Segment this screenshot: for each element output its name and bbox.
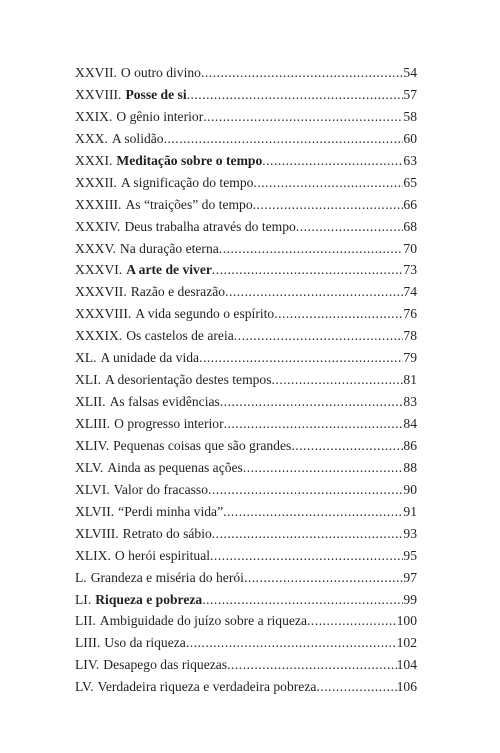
page-number: 73 xyxy=(403,262,417,278)
chapter-title: A arte de viver xyxy=(126,262,212,278)
chapter-title: Posse de si xyxy=(125,86,187,102)
toc-entry xyxy=(75,391,417,413)
toc-entry xyxy=(75,435,417,457)
page-number: 91 xyxy=(403,503,417,519)
toc-entry xyxy=(75,413,417,435)
toc-entry xyxy=(75,259,417,281)
chapter-numeral: XXXVI. xyxy=(75,262,123,278)
page-number: 70 xyxy=(403,240,417,256)
chapter-title: Riqueza e pobreza xyxy=(95,591,203,607)
chapter-title: A significação do tempo xyxy=(120,174,254,190)
chapter-title: O outro divino xyxy=(120,65,201,80)
chapter-title: Valor do fracasso xyxy=(113,481,208,497)
page-number: 66 xyxy=(403,196,417,212)
chapter-title: As falsas evidências xyxy=(109,394,220,410)
page-number: 79 xyxy=(403,350,417,366)
chapter-numeral: XXIX. xyxy=(75,108,113,124)
chapter-numeral: XXXVIII. xyxy=(75,306,132,322)
toc-entry xyxy=(75,676,417,698)
page-number: 95 xyxy=(403,547,417,563)
dot-leader xyxy=(262,150,403,172)
toc-entry xyxy=(75,457,417,479)
toc-entry xyxy=(75,128,417,150)
page-number: 54 xyxy=(403,65,417,80)
chapter-numeral: XL. xyxy=(75,350,97,366)
page-number: 83 xyxy=(403,394,417,410)
page-number: 90 xyxy=(403,481,417,497)
dot-leader xyxy=(227,654,397,676)
dot-leader xyxy=(244,567,403,589)
toc-entry xyxy=(75,303,417,325)
table-of-contents xyxy=(75,62,417,698)
toc-entry xyxy=(75,610,417,632)
toc-entry xyxy=(75,632,417,654)
chapter-title: O gênio interior xyxy=(116,108,204,124)
dot-leader xyxy=(186,632,397,654)
toc-entry xyxy=(75,325,417,347)
chapter-title: “Perdi minha vida” xyxy=(118,503,224,519)
dot-leader xyxy=(253,194,404,216)
chapter-title: Retrato do sábio xyxy=(122,525,212,541)
toc-entry xyxy=(75,172,417,194)
toc-entry xyxy=(75,347,417,369)
chapter-title: Ainda as pequenas ações xyxy=(107,459,243,475)
dot-leader xyxy=(199,347,403,369)
chapter-title: A unidade da vida xyxy=(100,350,200,366)
dot-leader xyxy=(307,610,397,632)
page-number: 58 xyxy=(403,108,417,124)
chapter-title: A desorientação destes tempos xyxy=(105,372,272,388)
page-number: 88 xyxy=(403,459,417,475)
toc-entry xyxy=(75,479,417,501)
dot-leader xyxy=(225,281,403,303)
toc-entry xyxy=(75,589,417,611)
chapter-title: O herói espiritual xyxy=(114,547,211,563)
page-number: 63 xyxy=(403,152,417,168)
page-number: 106 xyxy=(396,679,417,695)
dot-leader xyxy=(203,106,403,128)
toc-entry xyxy=(75,84,417,106)
chapter-numeral: LI. xyxy=(75,591,92,607)
dot-leader xyxy=(223,501,403,523)
dot-leader xyxy=(253,172,403,194)
dot-leader xyxy=(212,523,404,545)
chapter-numeral: XXVIII. xyxy=(75,86,122,102)
dot-leader xyxy=(210,545,403,567)
page-number: 93 xyxy=(403,525,417,541)
chapter-numeral: LV. xyxy=(75,679,94,695)
page-number: 68 xyxy=(403,218,417,234)
chapter-title: Razão e desrazão xyxy=(130,284,226,300)
chapter-numeral: XXVII. xyxy=(75,65,117,80)
dot-leader xyxy=(202,589,403,611)
dot-leader xyxy=(291,435,403,457)
chapter-title: Na duração eterna xyxy=(119,240,219,256)
chapter-numeral: LII. xyxy=(75,613,96,629)
page-number: 81 xyxy=(403,372,417,388)
chapter-numeral: XXXII. xyxy=(75,174,117,190)
chapter-numeral: XLIX. xyxy=(75,547,111,563)
chapter-title: As “traições” do tempo xyxy=(125,196,253,212)
dot-leader xyxy=(164,128,404,150)
chapter-title: Desapego das riquezas xyxy=(103,657,228,673)
page-number: 60 xyxy=(403,130,417,146)
chapter-title: Verdadeira riqueza e verdadeira pobreza xyxy=(97,679,317,695)
dot-leader xyxy=(201,62,403,84)
toc-entry xyxy=(75,654,417,676)
page-number: 84 xyxy=(403,416,417,431)
dot-leader xyxy=(187,84,404,106)
page-number: 97 xyxy=(403,569,417,585)
page-number: 99 xyxy=(403,591,417,607)
page-number: 86 xyxy=(403,437,417,453)
chapter-numeral: L. xyxy=(75,569,87,585)
toc-entry xyxy=(75,545,417,567)
toc-entry xyxy=(75,216,417,238)
page-number: 76 xyxy=(403,306,417,322)
chapter-numeral: XXXIV. xyxy=(75,218,121,234)
chapter-numeral: XLII. xyxy=(75,394,106,410)
chapter-title: O progresso interior xyxy=(114,416,224,431)
chapter-numeral: XLVIII. xyxy=(75,525,119,541)
dot-leader xyxy=(316,676,396,698)
page-number: 104 xyxy=(396,657,417,673)
chapter-numeral: LIII. xyxy=(75,635,101,651)
chapter-numeral: XLI. xyxy=(75,372,102,388)
chapter-numeral: XXXIX. xyxy=(75,328,123,344)
dot-leader xyxy=(274,303,403,325)
dot-leader xyxy=(220,391,404,413)
page-number: 57 xyxy=(403,86,417,102)
dot-leader xyxy=(219,238,404,260)
chapter-numeral: XLV. xyxy=(75,459,104,475)
chapter-title: A solidão xyxy=(111,130,164,146)
toc-entry xyxy=(75,62,417,84)
chapter-numeral: XLIII. xyxy=(75,416,111,431)
toc-entry xyxy=(75,523,417,545)
toc-entry xyxy=(75,106,417,128)
dot-leader xyxy=(224,413,404,435)
dot-leader xyxy=(296,216,404,238)
toc-entry xyxy=(75,150,417,172)
chapter-title: Meditação sobre o tempo xyxy=(116,152,263,168)
chapter-numeral: XLVI. xyxy=(75,481,110,497)
page-number: 78 xyxy=(403,328,417,344)
chapter-title: Ambiguidade do juízo sobre a riqueza xyxy=(99,613,308,629)
chapter-title: A vida segundo o espírito xyxy=(135,306,275,322)
chapter-numeral: XXXV. xyxy=(75,240,116,256)
toc-entry xyxy=(75,567,417,589)
chapter-numeral: XLIV. xyxy=(75,437,110,453)
dot-leader xyxy=(272,369,404,391)
dot-leader xyxy=(234,325,404,347)
chapter-numeral: XXXIII. xyxy=(75,196,122,212)
page-number: 74 xyxy=(403,284,417,300)
toc-entry xyxy=(75,281,417,303)
toc-entry xyxy=(75,369,417,391)
chapter-numeral: XXXI. xyxy=(75,152,113,168)
dot-leader xyxy=(208,479,403,501)
page-number: 102 xyxy=(396,635,417,651)
chapter-numeral: XXX. xyxy=(75,130,108,146)
chapter-title: Pequenas coisas que são grandes xyxy=(113,437,292,453)
toc-entry xyxy=(75,194,417,216)
chapter-numeral: XLVII. xyxy=(75,503,115,519)
dot-leader xyxy=(243,457,404,479)
chapter-numeral: LIV. xyxy=(75,657,100,673)
chapter-title: Uso da riqueza xyxy=(104,635,186,651)
toc-entry xyxy=(75,501,417,523)
chapter-title: Os castelos de areia xyxy=(126,328,234,344)
chapter-title: Grandeza e miséria do herói xyxy=(90,569,244,585)
toc-entry xyxy=(75,238,417,260)
page-number: 100 xyxy=(396,613,417,629)
chapter-title: Deus trabalha através do tempo xyxy=(124,218,296,234)
page-number: 65 xyxy=(403,174,417,190)
chapter-numeral: XXXVII. xyxy=(75,284,127,300)
dot-leader xyxy=(212,259,404,281)
